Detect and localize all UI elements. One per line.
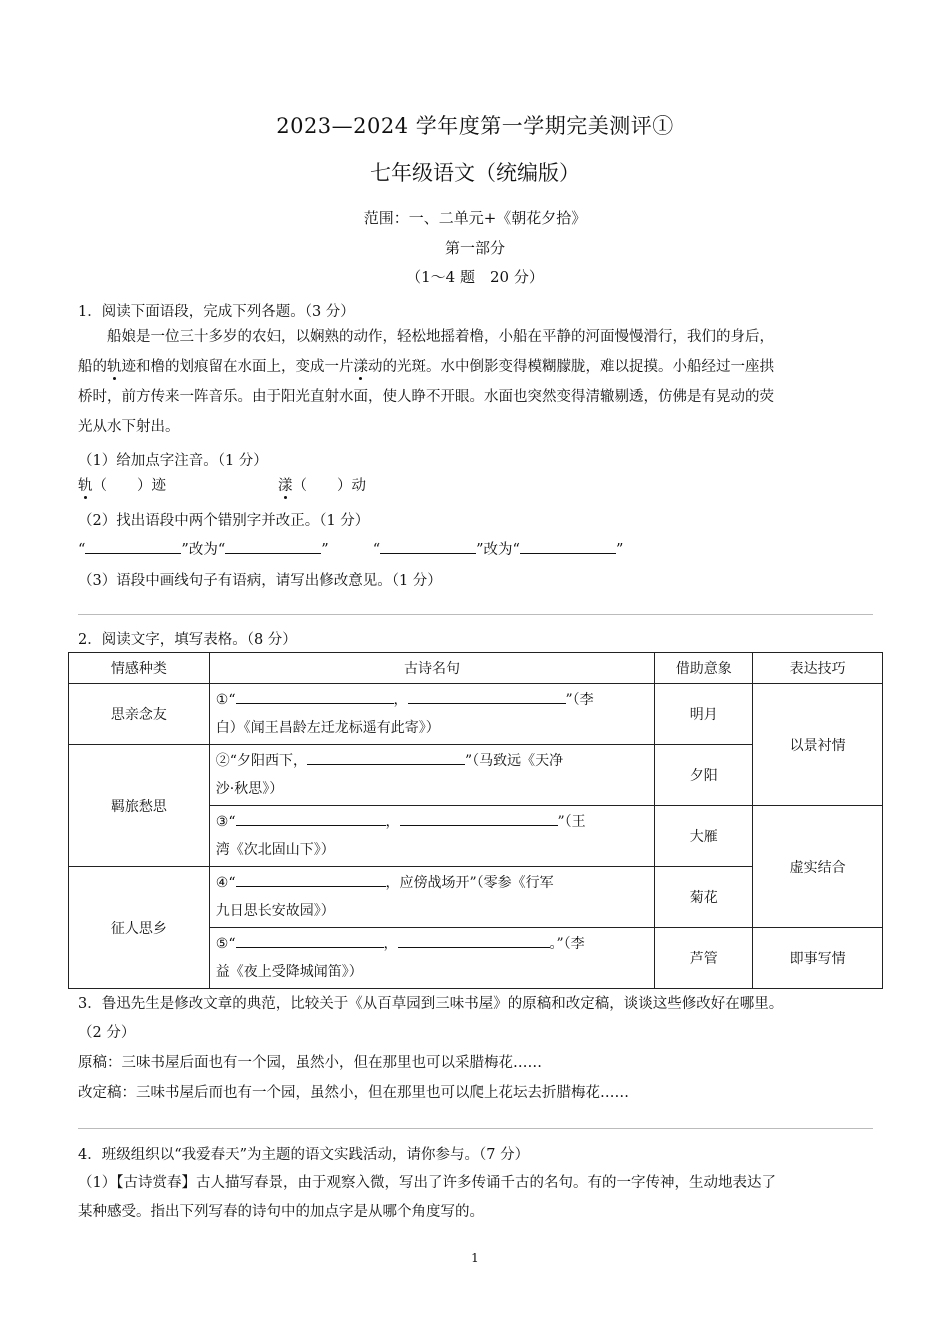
table-header: 借助意象 <box>655 653 753 684</box>
emotion-cell: 思亲念友 <box>69 684 210 745</box>
poem-table <box>68 652 883 989</box>
poem-cell[interactable]: ②“夕阳西下， ”（马致远《天净 沙·秋思》） <box>209 745 655 806</box>
table-header: 表达技巧 <box>753 653 883 684</box>
right-char-blank-2[interactable] <box>520 553 616 554</box>
q2-stem: 2．阅读文字，填写表格。（8 分） <box>78 632 297 648</box>
wrong-char-blank-2[interactable] <box>380 553 476 554</box>
technique-cell: 即事写情 <box>753 928 883 989</box>
q3-original: 原稿：三味书屋后面也有一个园，虽然小，但在那里也可以采腊梅花…… <box>78 1055 542 1071</box>
exam-scope: 范围：一、二单元+《朝花夕拾》 <box>363 209 587 227</box>
right-char-blank-1[interactable] <box>225 553 321 554</box>
poem-cell[interactable]: ④“ ，应傍战场开”（零参《行军 九日思长安故园》） <box>209 867 655 928</box>
emotion-cell: 征人思乡 <box>69 867 210 989</box>
part-range: （1～4 题 20 分） <box>406 268 544 286</box>
page-number: 1 <box>471 1251 479 1265</box>
q1-passage-line: 桥时，前方传来一阵音乐。由于阳光直射水面，使人睁不开眼。水面也突然变得清辙剔透，仿佛是有晃动的荧 <box>78 389 774 405</box>
poem-cell[interactable]: ①“ ， ”（李 白）《闻王昌龄左迁龙标遥有此寄》） <box>209 684 655 745</box>
q3-revised: 改定稿：三味书屋后而也有一个园，虽然小，但在那里也可以爬上花坛去折腊梅花…… <box>78 1085 629 1101</box>
image-cell: 夕阳 <box>655 745 753 806</box>
q1-sub3: （3）语段中画线句子有语病，请写出修改意见。（1 分） <box>78 573 442 589</box>
exam-subtitle: 七年级语文（统编版） <box>370 161 580 185</box>
image-cell: 大雁 <box>655 806 753 867</box>
answer-line[interactable] <box>78 614 873 615</box>
exam-title: 2023—2024 学年度第一学期完美测评① <box>276 114 674 138</box>
q1-passage-line: 光从水下射出。 <box>78 419 180 435</box>
pinyin-blank-2[interactable]: 漾（ ）动 <box>278 478 366 494</box>
part-label: 第一部分 <box>444 239 505 257</box>
q4-sub1-line2: 某种感受。指出下列写春的诗句中的加点字是从哪个角度写的。 <box>78 1204 484 1220</box>
wrong-char-blank-1[interactable] <box>85 553 181 554</box>
emotion-cell: 羁旅愁思 <box>69 745 210 867</box>
pinyin-blank-1[interactable]: 轨（ ）迹 <box>78 478 166 494</box>
q1-stem: 1．阅读下面语段，完成下列各题。（3 分） <box>78 304 355 320</box>
q3-points: （2 分） <box>78 1025 136 1041</box>
poem-cell[interactable]: ③“ ， ”（王 湾《次北固山下》） <box>209 806 655 867</box>
image-cell: 菊花 <box>655 867 753 928</box>
poem-cell[interactable]: ⑤“ ， 。”（李 益《夜上受降城闻笛》） <box>209 928 655 989</box>
technique-cell: 以景衬情 <box>753 684 883 806</box>
table-header: 古诗名句 <box>209 653 655 684</box>
image-cell: 芦管 <box>655 928 753 989</box>
dotted-char: 轨 <box>107 359 122 375</box>
q1-sub2: （2）找出语段中两个错别字并改正。（1 分） <box>78 513 370 529</box>
q1-passage-line: 船娘是一位三十多岁的农妇，以娴熟的动作，轻松地摇着橹，小船在平静的河面慢慢滑行，我们的身后， <box>107 329 774 345</box>
table-header: 情感种类 <box>69 653 210 684</box>
q1-passage-line: 船的轨迹和橹的划痕留在水面上，变成一片漾动的光斑。水中倒影变得模糊朦胧，难以捉摸。小船经过一座拱 <box>78 359 774 375</box>
technique-cell: 虚实结合 <box>753 806 883 928</box>
image-cell: 明月 <box>655 684 753 745</box>
correction-row: “ ”改为“ ” “ ”改为“ ” <box>78 542 624 558</box>
q4-stem: 4．班级组织以“我爱春天”为主题的语文实践活动，请你参与。（7 分） <box>78 1147 530 1163</box>
q4-sub1-line1: （1）【古诗赏春】古人描写春景，由于观察入微，写出了许多传诵千古的名句。有的一字传神，生动地表达了 <box>78 1175 776 1191</box>
q1-sub1: （1）给加点字注音。（1 分） <box>78 453 268 469</box>
q1-passage <box>78 322 878 442</box>
q3-stem: 3．鲁迅先生是修改文章的典范，比较关于《从百草园到三味书屋》的原稿和改定稿，谈谈这些修改好在哪里。 <box>78 996 784 1012</box>
dotted-char: 漾 <box>353 359 368 375</box>
answer-line[interactable] <box>78 1128 873 1129</box>
